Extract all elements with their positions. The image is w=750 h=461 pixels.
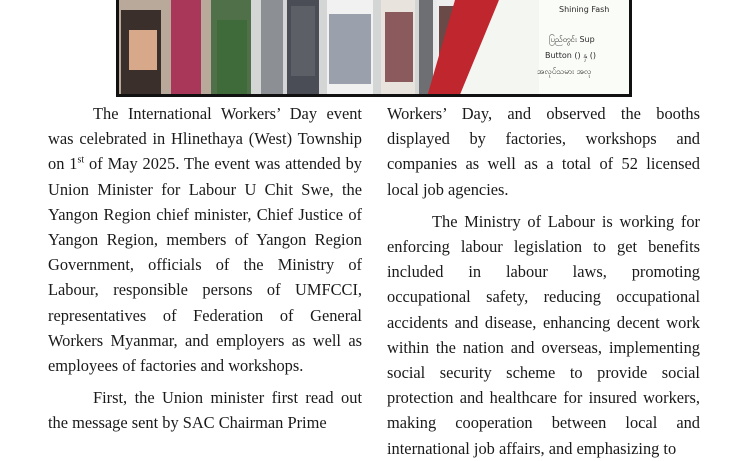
article-paragraph-4: The Ministry of Labour is working for enforcing labour legislation to get benefits included in labour laws, promoting occupational safety, reducing occupational accidents and disease, enhancing decent work within the nation and overseas, implementing social security scheme to provide social protection and healthcare for insured workers, making cooperation between local and international job affairs, and emphasizing to <box>387 211 700 458</box>
paragraph-1-text-b: of May 2025. The event was attended by Union Minister for Labour U Chit Swe, the Yangon Region chief minister, Chief Justice of Yangon Region, members of Yangon Region Government, officials of the Ministry of Labour, responsible persons of UMFCCI, representatives of Federation of General Workers Myanmar, and employers as well as employees of factories and workshops. <box>48 154 362 376</box>
article-paragraph-2: First, the Union minister first read out the message sent by SAC Chairman Prime <box>48 388 362 433</box>
article-right-column <box>387 101 700 461</box>
article-paragraph-1 <box>48 101 362 378</box>
ordinal-suffix: st <box>77 154 85 166</box>
event-photo-illustration <box>119 0 629 97</box>
sign-line-1: Shining Fash <box>559 5 610 14</box>
sign-line-2: ပြည်တွင်း Sup <box>549 35 595 44</box>
booth-sign <box>427 0 629 97</box>
attendees-group <box>121 0 473 97</box>
paragraph-1-text-a: The International Workers’ Day event was celebrated in Hlinethaya (West) Township on 1 <box>48 104 362 174</box>
sign-line-3: Button () နှ () <box>545 51 597 60</box>
event-photo <box>116 0 632 97</box>
article-paragraph-3: Workers’ Day, and observed the booths displayed by factories, workshops and companies as well as a total of 52 licensed local job agencies. <box>387 104 700 199</box>
sign-line-4: အလုပ်သမား အလု <box>537 67 592 76</box>
article-left-column <box>48 101 362 436</box>
